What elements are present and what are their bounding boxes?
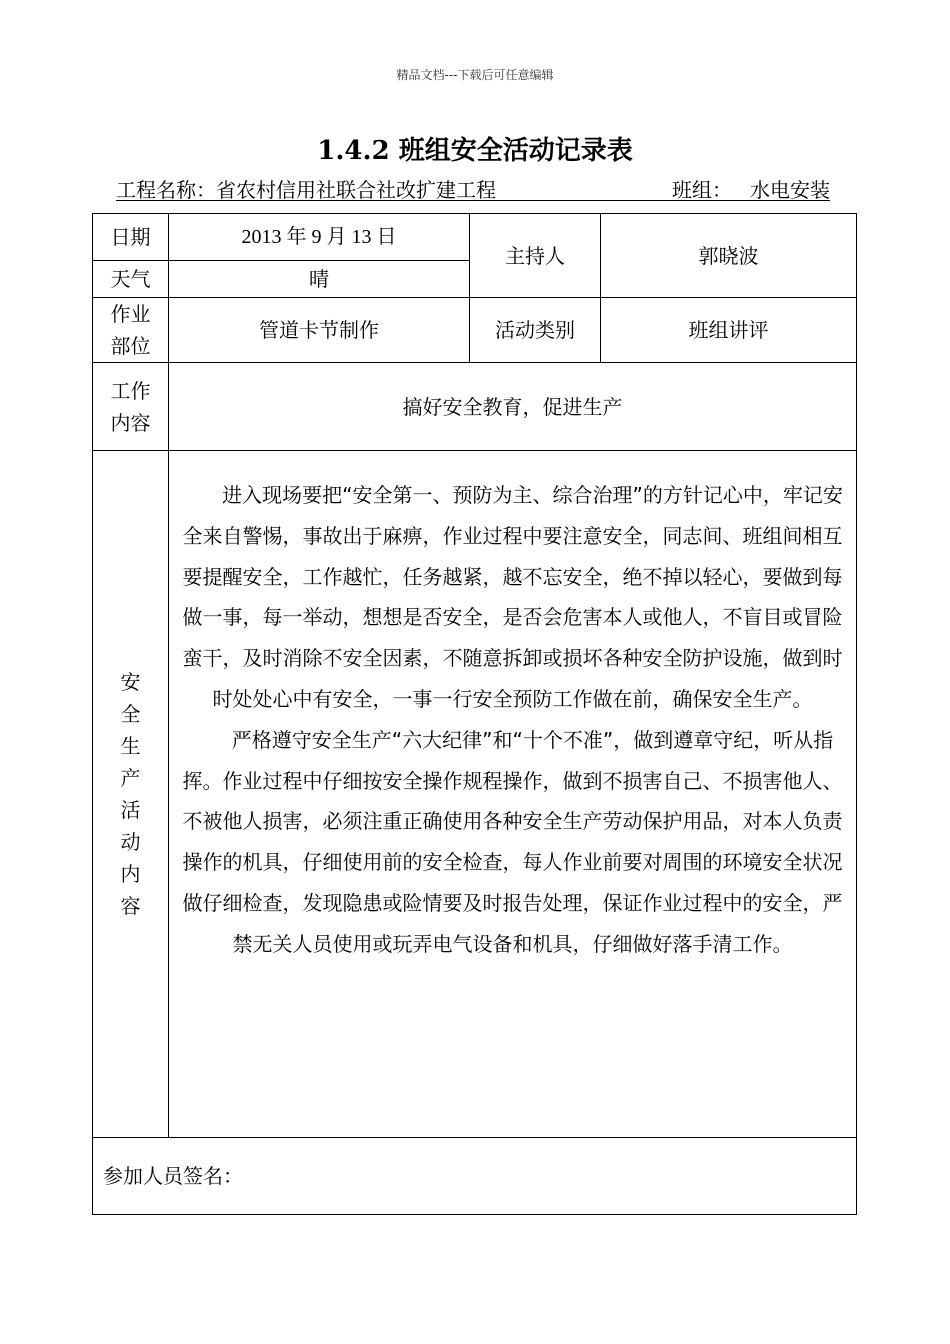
work-value: 搞好安全教育，促进生产 xyxy=(169,363,857,451)
work-label: 工作内容 xyxy=(110,378,151,435)
team-value: 水电安装 xyxy=(750,178,830,202)
activity-label: 安全生产活动内容 xyxy=(120,670,141,918)
team-label: 班组： xyxy=(672,178,732,202)
activity-label-cell xyxy=(93,451,169,1138)
project-info-line xyxy=(116,174,830,201)
header-note: 精品文档---下载后可任意编辑 xyxy=(396,68,554,82)
work-label-cell xyxy=(93,363,169,451)
project-name: 工程名称：省农村信用社联合社改扩建工程 xyxy=(116,178,496,202)
location-label-cell xyxy=(93,298,169,363)
signature-label: 参加人员签名： xyxy=(93,1138,857,1215)
location-value: 管道卡节制作 xyxy=(169,298,470,363)
host-label: 主持人 xyxy=(470,214,601,298)
weather-value: 晴 xyxy=(169,261,470,298)
location-label: 作业部位 xyxy=(110,302,151,358)
document-title: 1.4.2 班组安全活动记录表 xyxy=(317,136,633,166)
date-value: 2013 年 9 月 13 日 xyxy=(169,214,470,261)
activity-content xyxy=(169,451,857,1138)
activity-paragraph: 严格遵守安全生产“六大纪律”和“十个不准”，做到遵章守纪，听从指挥。作业过程中仔细按安全操作规程操作，做到不损害自己、不损害他人、不被他人损害，必须注重正确使用各种安全生产劳动保护用品，对本人负责操作的机具，仔细使用前的安全检查，每人作业前要对周围的环境安全状况做仔细检查，发现隐患或险情要及时报告处理，保证作业过程中的安全，严禁无关人员使用或玩弄电气设备和机具，仔细做好落手清工作。 xyxy=(182,727,843,956)
activity-record-table xyxy=(92,213,857,1215)
category-label: 活动类别 xyxy=(470,298,601,363)
host-value: 郭晓波 xyxy=(601,214,857,298)
category-value: 班组讲评 xyxy=(601,298,857,363)
weather-label: 天气 xyxy=(93,261,169,298)
date-label: 日期 xyxy=(93,214,169,261)
team-info xyxy=(654,174,830,203)
activity-paragraph: 进入现场要把“安全第一、预防为主、综合治理”的方针记心中，牢记安全来自警惕，事故出于麻痹，作业过程中要注意安全，同志间、班组间相互要提醒安全，工作越忙，任务越紧，越不忘安全，绝不掉以轻心，要做到每做一事，每一举动，想想是否安全，是否会危害本人或他人，不盲目或冒险蛮干，及时消除不安全因素，不随意拆卸或损坏各种安全防护设施，做到时时处处心中有安全，一事一行安全预防工作做在前，确保安全生产。 xyxy=(182,483,843,711)
